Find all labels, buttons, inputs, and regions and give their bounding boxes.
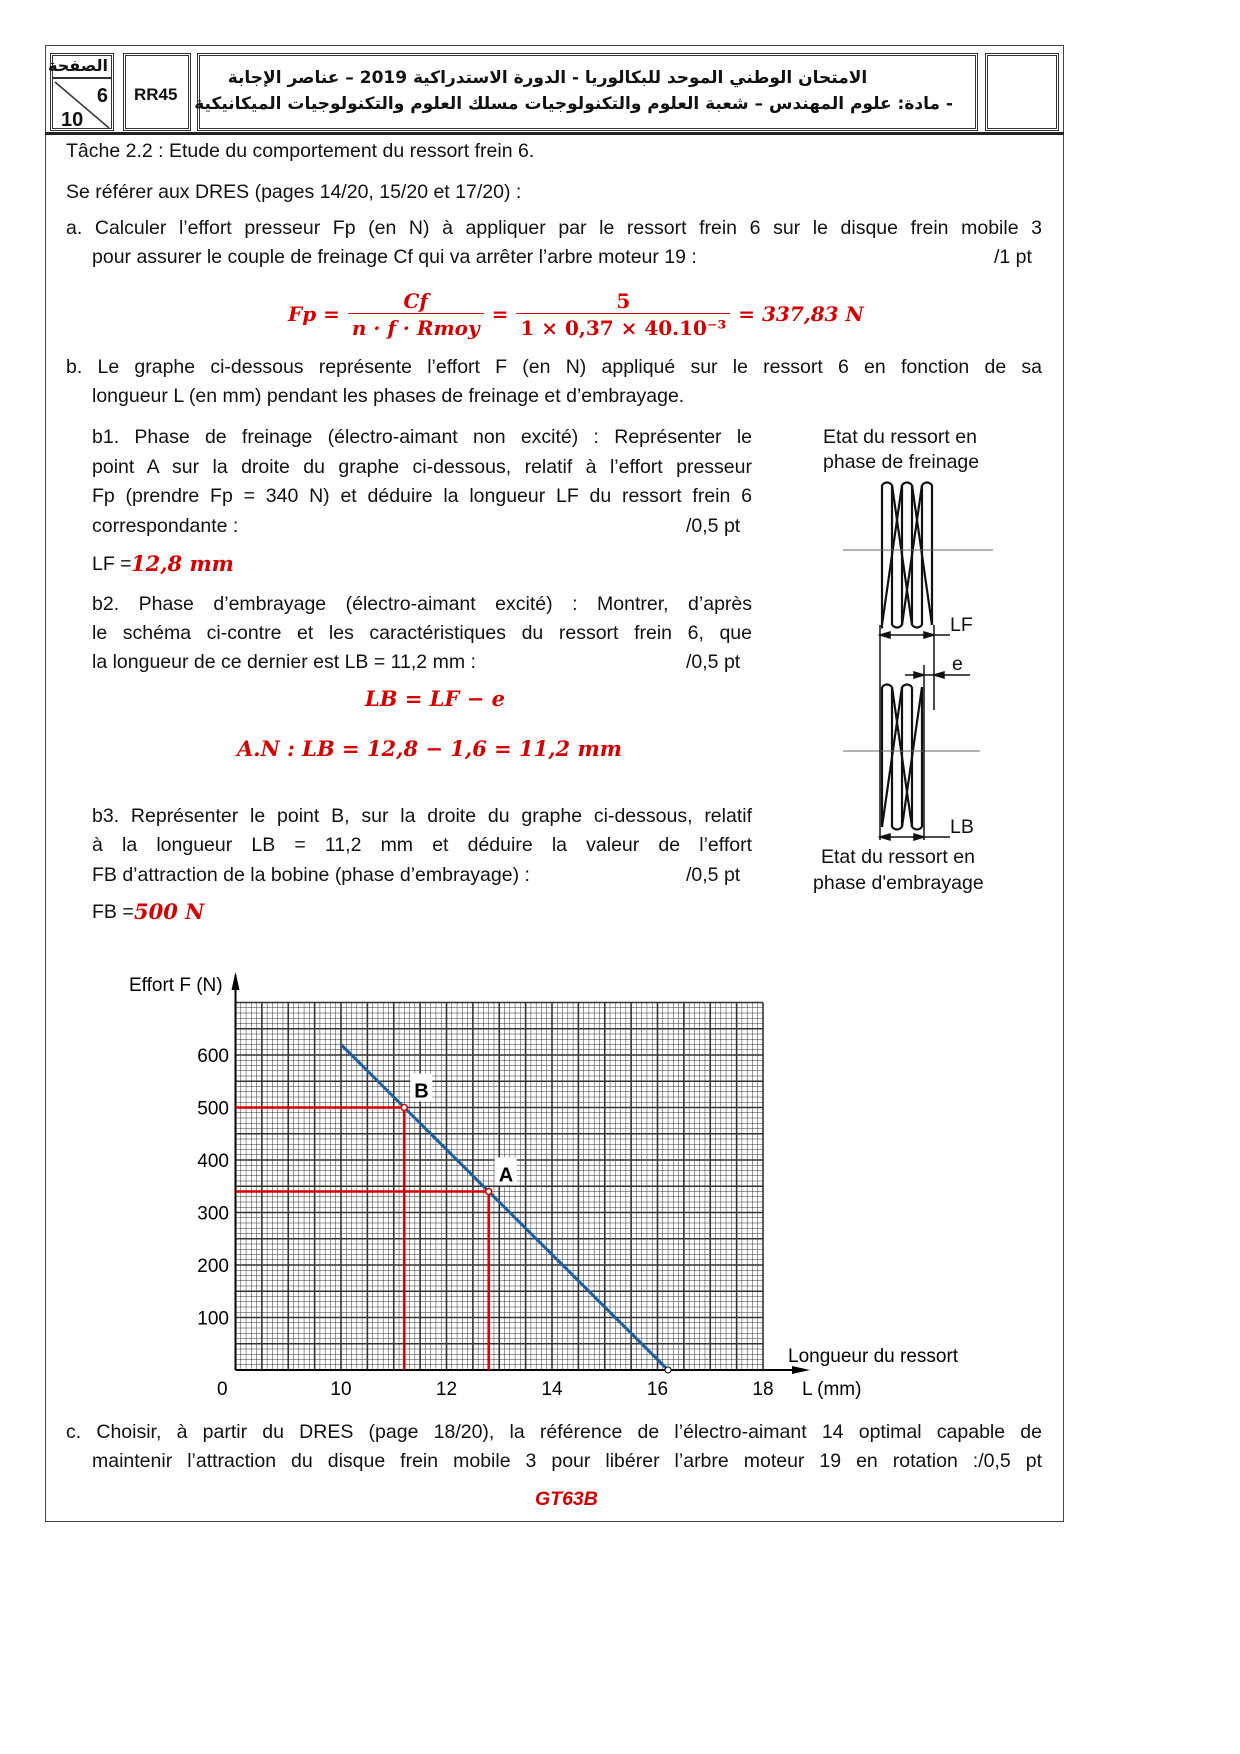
y-axis-label: Effort F (N)	[129, 975, 223, 996]
c-answer: GT63B	[535, 1488, 598, 1510]
exam-code: RR45	[134, 85, 178, 104]
y-tick-label: 400	[197, 1151, 229, 1172]
y-tick-label: 600	[197, 1046, 229, 1067]
x-tick-label: 10	[330, 1379, 352, 1400]
bottom-caption-2: phase d'embrayage	[813, 872, 984, 894]
b1-line: b1. Phase de freinage (électro-aimant non excité) : Représenter le	[92, 426, 752, 448]
x-tick-label: 16	[646, 1379, 669, 1400]
line-end-point	[665, 1367, 671, 1373]
e-dimension-label: e	[952, 653, 963, 675]
y-tick-label: 300	[197, 1203, 229, 1225]
y-tick-label: 500	[197, 1098, 229, 1120]
x-axis-label-1: Longueur du ressort	[788, 1346, 959, 1367]
bottom-caption-1: Etat du ressort en	[821, 846, 975, 868]
formula-num1: Cf	[403, 288, 428, 313]
b2-line: b2. Phase d’embrayage (électro-aimant excité) : Montrer, d’après	[92, 593, 752, 615]
x-axis-label-2: L (mm)	[802, 1379, 862, 1400]
b1-line: point A sur la droite du graphe ci-dessous, relatif à l’effort presseur	[92, 456, 752, 478]
x-tick-label: 12	[435, 1379, 458, 1400]
x-tick-label: 18	[752, 1379, 774, 1400]
b1-line: Fp (prendre Fp = 340 N) et déduire la longueur LF du ressort frein 6	[92, 485, 752, 507]
y-tick-label: 200	[197, 1256, 229, 1277]
question-a-line2: pour assurer le couple de freinage Cf qui va arrêter l’arbre moteur 19 :	[92, 246, 697, 268]
point-B	[401, 1105, 407, 1111]
page-total: 10	[61, 109, 84, 131]
question-b-line2: longueur L (en mm) pendant les phases de freinage et d’embrayage.	[92, 385, 685, 407]
formula-lhs: Fp =	[288, 302, 340, 326]
task-title: Tâche 2.2 : Etude du comportement du ressort frein 6.	[66, 140, 535, 162]
b3-line: b3. Représenter le point B, sur la droite du graphe ci-dessous, relatif	[92, 805, 752, 827]
b1-line: correspondante :	[92, 515, 239, 537]
top-caption-1: Etat du ressort en	[823, 426, 977, 448]
b3-points: /0,5 pt	[686, 864, 741, 886]
fb-value: 500 N	[134, 899, 205, 924]
b2-points: /0,5 pt	[686, 651, 741, 673]
b2-line: la longueur de ce dernier est LB = 11,2 mm :	[92, 651, 476, 673]
page-label: الصفحة	[47, 56, 108, 75]
x-axis-arrow	[792, 1366, 810, 1374]
formula-eq: =	[491, 302, 509, 326]
b3-line: FB d’attraction de la bobine (phase d’embrayage) :	[92, 864, 530, 886]
point-A	[486, 1189, 492, 1195]
title-line2: - مادة: علوم المهندس – شعبة العلوم والتكنولوجيات مسلك العلوم والتكنولوجيات الميكانيكية	[194, 94, 953, 114]
y-tick-label: 100	[197, 1308, 229, 1330]
lb-dimension-label: LB	[950, 816, 974, 838]
question-a-points: /1 pt	[994, 246, 1032, 268]
formula-result: = 337,83 N	[738, 302, 864, 326]
question-c-line2: maintenir l’attraction du disque frein mobile 3 pour libérer l’arbre moteur 19 en rotation :/0,5 pt	[92, 1450, 1042, 1472]
origin-label: 0	[217, 1379, 228, 1400]
b3-line: à la longueur LB = 11,2 mm et déduire la valeur de l’effort	[92, 834, 752, 856]
b2-line: le schéma ci-contre et les caractéristiques du ressort frein 6, que	[92, 622, 752, 644]
fb-label: FB =	[92, 901, 134, 923]
question-a-line1: a. Calculer l’effort presseur Fp (en N) à appliquer par le ressort frein 6 sur le disque frein mobile 3	[66, 217, 1042, 239]
b2-equation: LB = LF − e	[365, 686, 505, 711]
page-num: 6	[96, 85, 108, 107]
lf-dimension-label: LF	[950, 614, 973, 636]
question-c-line1: c. Choisir, à partir du DRES (page 18/20), la référence de l’électro-aimant 14 optimal capable de	[66, 1421, 1042, 1443]
b1-points: /0,5 pt	[686, 515, 741, 537]
question-b-line1: b. Le graphe ci-dessous représente l’effort F (en N) appliqué sur le ressort 6 en fonction de sa	[66, 356, 1042, 378]
b2-application: A.N : LB = 12,8 − 1,6 = 11,2 mm	[237, 736, 622, 761]
y-axis-arrow	[232, 972, 240, 990]
point-label: B	[414, 1080, 429, 1103]
top-caption-2: phase de freinage	[823, 451, 980, 473]
lf-value: 12,8 mm	[131, 551, 234, 576]
title-line1: الامتحان الوطني الموحد للبكالوريا - الدورة الاستدراكية 2019 – عناصر الإجابة	[227, 68, 868, 88]
formula-den2: 1 × 0,37 × 40.10⁻³	[516, 313, 730, 340]
lf-label: LF =	[92, 553, 132, 575]
task-ref: Se référer aux DRES (pages 14/20, 15/20 et 17/20) :	[66, 181, 522, 203]
formula-num2: 5	[616, 288, 631, 313]
formula-den1: n · f · Rmoy	[348, 313, 484, 340]
x-tick-label: 14	[541, 1379, 563, 1400]
point-label: A	[498, 1164, 514, 1187]
